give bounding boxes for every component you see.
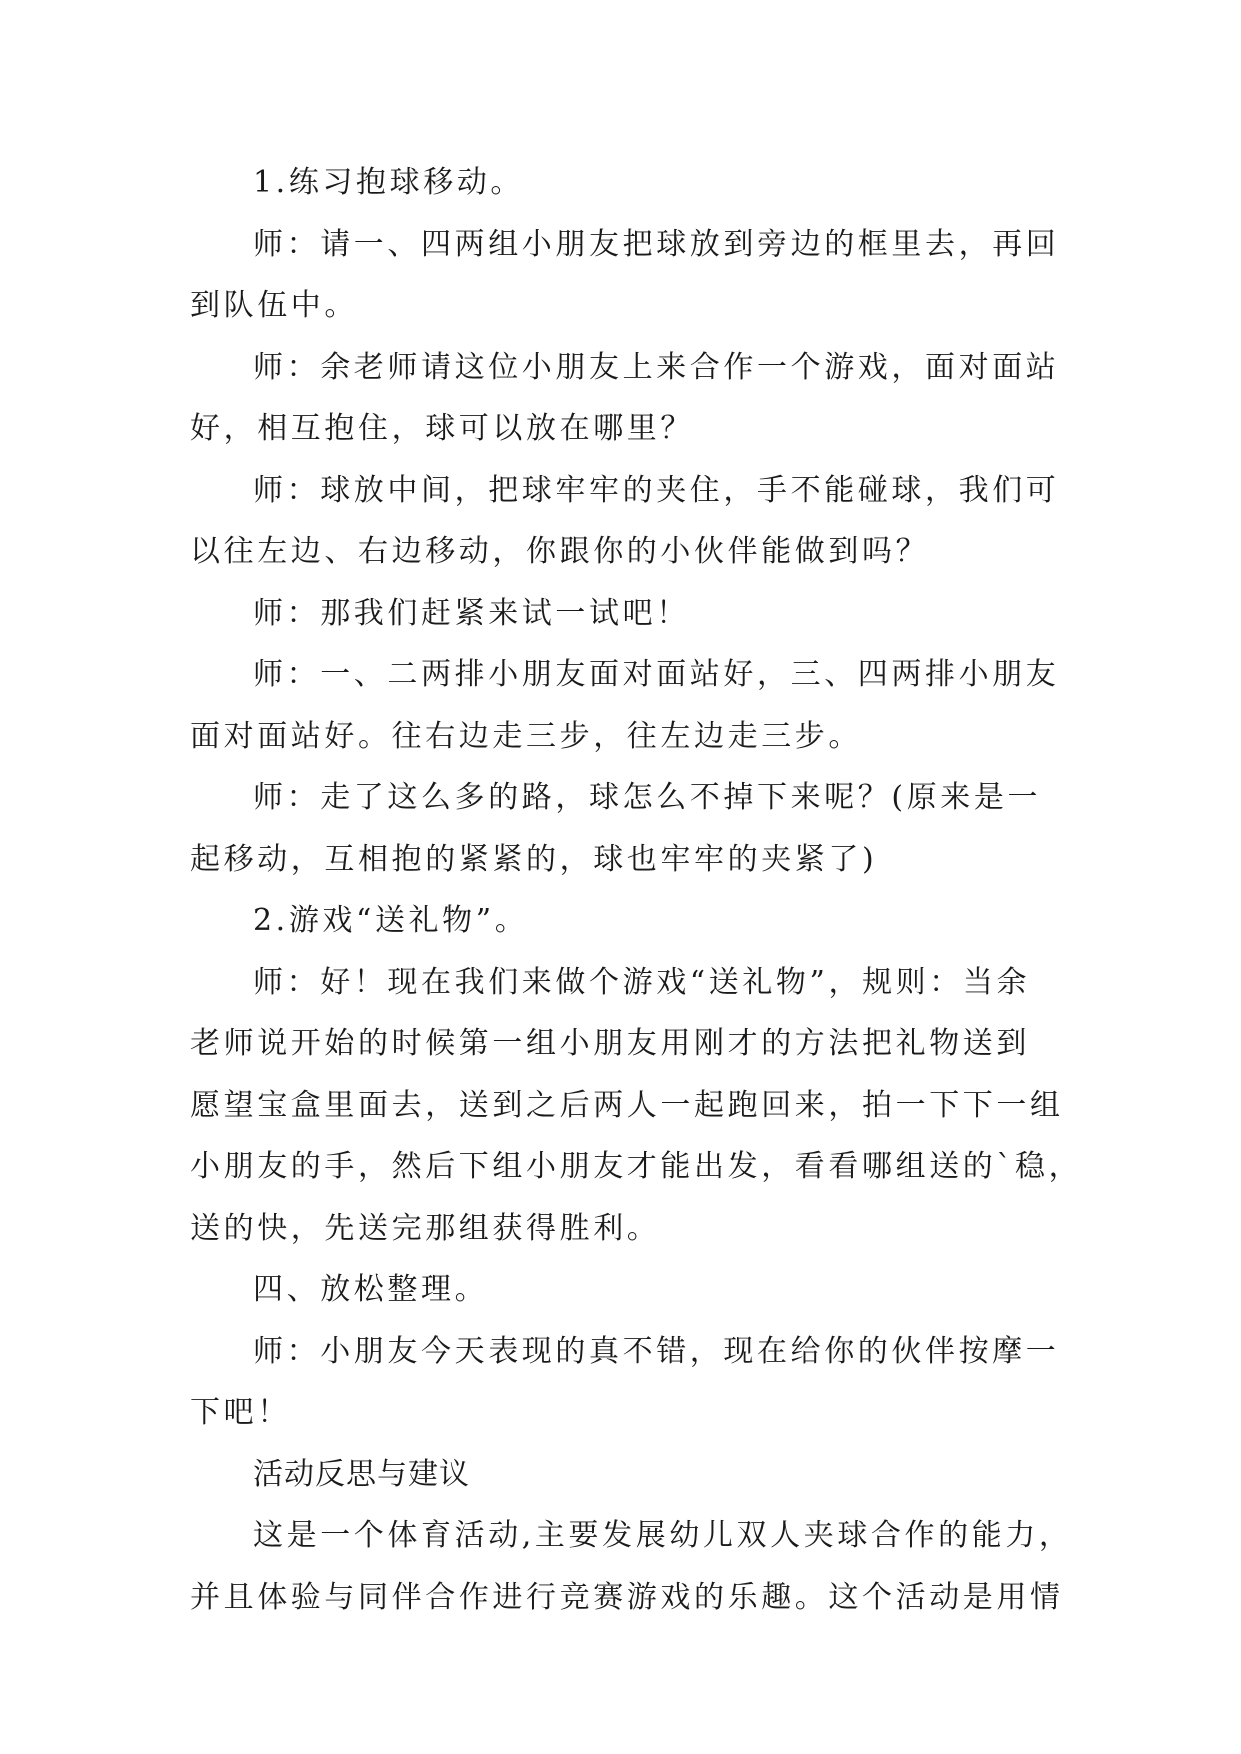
paragraph-teacher-instruction-2	[190, 337, 1070, 460]
text-line: 师：小朋友今天表现的真不错，现在给你的伙伴按摩一	[253, 1333, 1060, 1369]
text-line: 到队伍中。	[190, 288, 358, 323]
paragraph-teacher-relax	[190, 1321, 1070, 1444]
paragraph-reflection-body	[190, 1505, 1073, 1628]
text-line: 这是一个体育活动,主要发展幼儿双人夹球合作的能力，	[253, 1518, 1073, 1553]
text-line: 师：球放中间，把球牢牢的夹住，手不能碰球，我们可	[253, 472, 1060, 508]
text-line: 师：那我们赶紧来试一试吧！	[253, 595, 690, 631]
paragraph-reflection-heading	[190, 1444, 1070, 1506]
text-line: 面对面站好。往右边走三步，往左边走三步。	[190, 718, 862, 754]
text-line: 1.练习抱球移动。	[253, 165, 525, 200]
paragraph-teacher-instruction-4	[190, 583, 1070, 645]
text-line: 师：走了这么多的路，球怎么不掉下来呢？(原来是一	[253, 780, 1042, 815]
text-line: 以往左边、右边移动，你跟你的小伙伴能做到吗？	[190, 534, 930, 569]
text-line: 师：好！现在我们来做个游戏“送礼物”，规则：当余	[253, 964, 1031, 1000]
paragraph-game-rules	[190, 952, 1083, 1260]
text-line: 下吧！	[190, 1395, 291, 1430]
paragraph-game-heading	[190, 890, 1070, 952]
text-line: 师：请一、四两组小朋友把球放到旁边的框里去，再回	[253, 226, 1060, 262]
paragraph-teacher-instruction-1	[190, 214, 1070, 337]
text-line: 2.游戏“送礼物”。	[253, 903, 529, 938]
text-line: 起移动，互相抱的紧紧的，球也牢牢的夹紧了)	[190, 841, 878, 877]
text-line: 愿望宝盒里面去，送到之后两人一起跑回来，拍一下下一组	[190, 1087, 1064, 1123]
paragraph-teacher-instruction-5	[190, 644, 1070, 767]
text-line: 好，相互抱住，球可以放在哪里？	[190, 411, 694, 446]
document-body	[190, 152, 1083, 1628]
text-line: 四、放松整理。	[253, 1272, 489, 1307]
text-line: 师：一、二两排小朋友面对面站好，三、四两排小朋友	[253, 657, 1060, 692]
text-line: 并且体验与同伴合作进行竞赛游戏的乐趣。这个活动是用情	[190, 1579, 1064, 1615]
text-line: 师：余老师请这位小朋友上来合作一个游戏，面对面站	[253, 349, 1060, 385]
paragraph-teacher-instruction-3	[190, 460, 1070, 583]
section-heading: 活动反思与建议	[253, 1456, 470, 1492]
text-line: 小朋友的手，然后下组小朋友才能出发，看看哪组送的`稳，	[190, 1149, 1083, 1184]
paragraph-teacher-instruction-6	[190, 767, 1070, 890]
text-line: 送的快，先送完那组获得胜利。	[190, 1210, 661, 1246]
paragraph-relax-heading	[190, 1259, 1070, 1321]
paragraph-practice-heading	[190, 152, 1070, 214]
text-line: 老师说开始的时候第一组小朋友用刚才的方法把礼物送到	[190, 1026, 1030, 1061]
